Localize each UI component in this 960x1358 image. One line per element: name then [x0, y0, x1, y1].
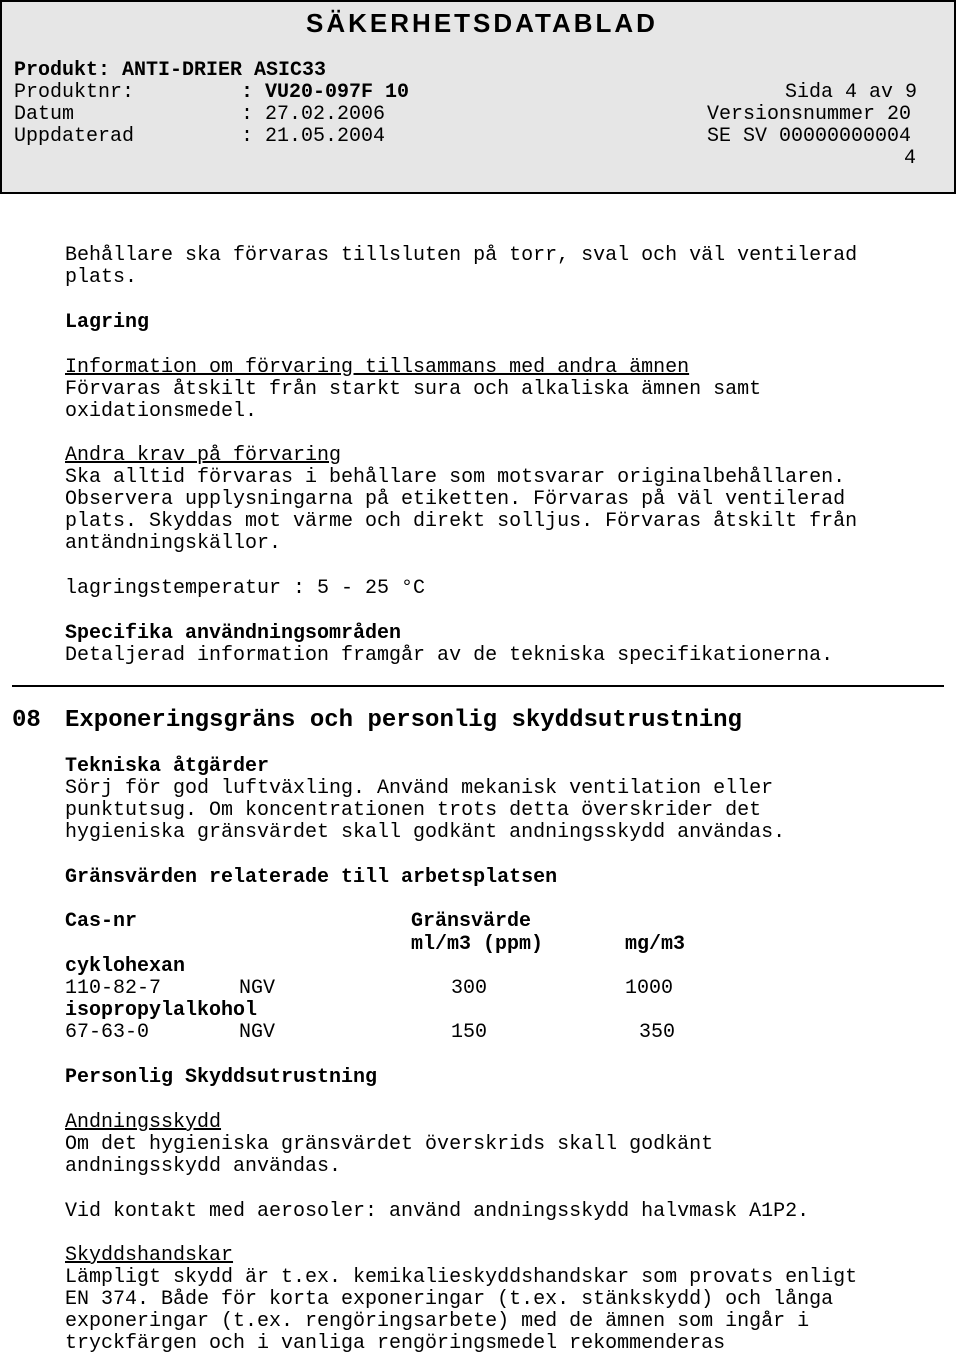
table-row-name: isopropylalkohol — [65, 999, 258, 1022]
storage-info-heading: Information om förvaring tillsammans med andra ämnen — [65, 356, 690, 379]
table-header-cas: Cas-nr — [65, 910, 138, 933]
storage-info-line2: oxidationsmedel. — [65, 400, 258, 423]
gloves-line3: exponeringar (t.ex. rengöringsarbete) med de ämnen som ingår i — [65, 1310, 810, 1333]
respiratory-protection-heading: Andningsskydd — [65, 1111, 222, 1134]
technical-measures-heading: Tekniska åtgärder — [65, 755, 270, 778]
date-value: : 27.02.2006 — [241, 103, 386, 126]
table-row-name: cyklohexan — [65, 955, 186, 978]
technical-measures-line1: Sörj för god luftväxling. Använd mekanisk ventilation eller — [65, 777, 774, 800]
gloves-line1: Lämpligt skydd är t.ex. kemikalieskyddshandskar som provats enligt — [65, 1266, 858, 1289]
other-requirements-line1: Ska alltid förvaras i behållare som motsvarar originalbehållaren. — [65, 466, 846, 489]
document-code-continued: 4 — [904, 147, 917, 170]
specific-uses-heading: Specifika användningsområden — [65, 622, 402, 645]
other-requirements-heading: Andra krav på förvaring — [65, 444, 342, 467]
respiratory-protection-line2: andningsskydd användas. — [65, 1155, 342, 1178]
storage-info-line1: Förvaras åtskilt från starkt sura och alkaliska ämnen samt — [65, 378, 762, 401]
product-nr-value: : VU20-097F 10 — [241, 81, 410, 104]
table-row-type: NGV — [239, 1021, 276, 1044]
section-title: Exponeringsgräns och personlig skyddsutrustning — [65, 707, 742, 734]
storage-temperature: lagringstemperatur : 5 - 25 °C — [65, 577, 426, 600]
document-header — [0, 0, 956, 194]
section-number: 08 — [12, 707, 41, 734]
other-requirements-line3: plats. Skyddas mot värme och direkt solljus. Förvaras åtskilt från — [65, 510, 858, 533]
other-requirements-line2: Observera upplysningarna på etiketten. Förvaras på väl ventilerad — [65, 488, 846, 511]
gloves-heading: Skyddshandskar — [65, 1244, 234, 1267]
gloves-line4: tryckfärgen och i vanliga rengöringsmedel rekommenderas — [65, 1332, 726, 1355]
section-divider — [12, 685, 944, 687]
storage-heading: Lagring — [65, 311, 150, 334]
other-requirements-line4: antändningskällor. — [65, 532, 282, 555]
aerosol-advice: Vid kontakt med aerosoler: använd andningsskydd halvmask A1P2. — [65, 1200, 810, 1223]
gloves-line2: EN 374. Både för korta exponeringar (t.ex. stänkskydd) och långa — [65, 1288, 834, 1311]
product-nr-label: Produktnr: — [14, 81, 135, 104]
table-header-limit: Gränsvärde — [411, 910, 532, 933]
table-row-type: NGV — [239, 977, 276, 1000]
page-indicator: Sida 4 av 9 — [785, 81, 918, 104]
specific-uses-text: Detaljerad information framgår av de tekniska specifikationerna. — [65, 644, 834, 667]
ppe-heading: Personlig Skyddsutrustning — [65, 1066, 378, 1089]
table-row-mg: 1000 — [625, 977, 674, 1000]
exposure-limits-heading: Gränsvärden relaterade till arbetsplatsen — [65, 866, 558, 889]
version-number: Versionsnummer 20 — [707, 103, 912, 126]
table-header-mg: mg/m3 — [625, 933, 686, 956]
table-row-cas: 67-63-0 — [65, 1021, 150, 1044]
table-header-ppm: ml/m3 (ppm) — [411, 933, 544, 956]
table-row-cas: 110-82-7 — [65, 977, 162, 1000]
container-text-line2: plats. — [65, 266, 138, 289]
respiratory-protection-line1: Om det hygieniska gränsvärdet överskrids skall godkänt — [65, 1133, 714, 1156]
table-row-ppm: 300 — [451, 977, 488, 1000]
date-label: Datum — [14, 103, 75, 126]
updated-value: : 21.05.2004 — [241, 125, 386, 148]
product-line: Produkt: ANTI-DRIER ASIC33 — [14, 59, 327, 82]
updated-label: Uppdaterad — [14, 125, 135, 148]
document-code: SE SV 00000000004 — [707, 125, 912, 148]
table-row-mg: 350 — [639, 1021, 676, 1044]
document-title: SÄKERHETSDATABLAD — [306, 8, 658, 38]
technical-measures-line2: punktutsug. Om koncentrationen trots detta överskrider det — [65, 799, 762, 822]
container-text-line1: Behållare ska förvaras tillsluten på torr, sval och väl ventilerad — [65, 244, 858, 267]
technical-measures-line3: hygieniska gränsvärdet skall godkänt andningsskydd användas. — [65, 821, 786, 844]
table-row-ppm: 150 — [451, 1021, 488, 1044]
